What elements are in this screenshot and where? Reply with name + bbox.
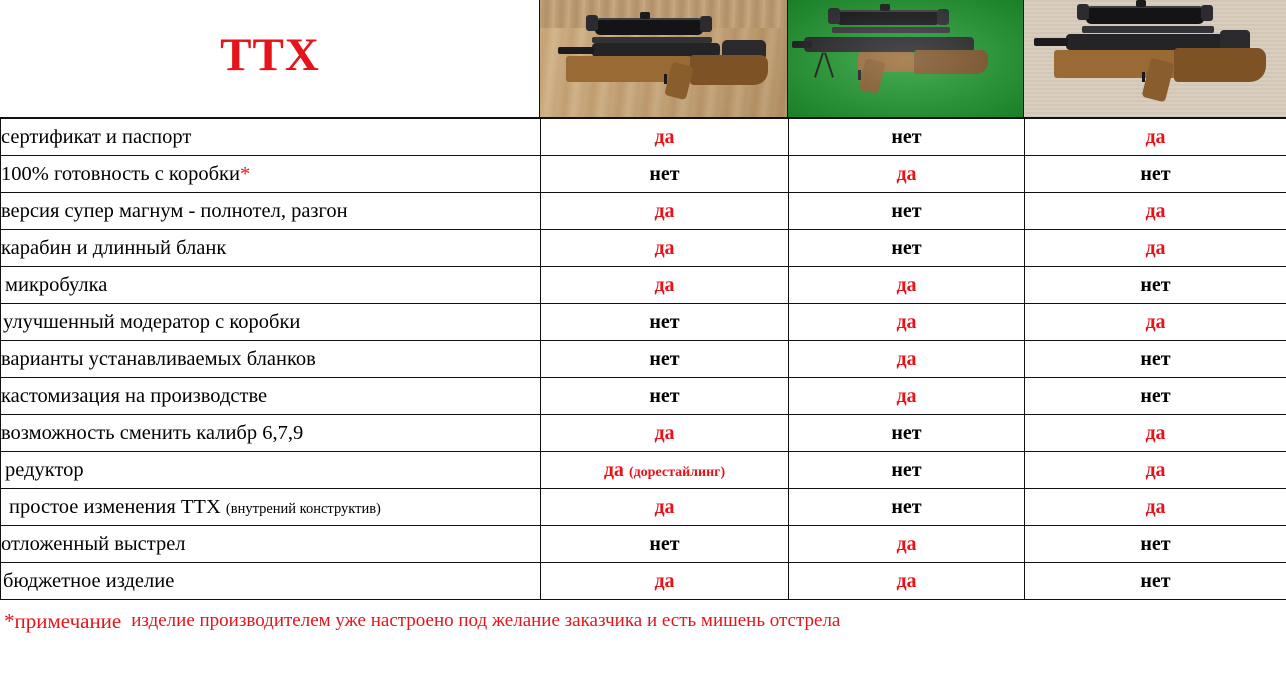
table-row bbox=[1, 526, 1286, 563]
cell-product-3 bbox=[1025, 378, 1286, 415]
cell-value: нет bbox=[891, 199, 922, 222]
cell-product-2 bbox=[789, 156, 1025, 193]
cell-product-2 bbox=[789, 341, 1025, 378]
rifle-photo-2 bbox=[788, 0, 1024, 118]
table-row bbox=[1, 156, 1286, 193]
scope-icon bbox=[1086, 6, 1204, 24]
cell-value: да bbox=[603, 458, 624, 481]
photo-cell-2 bbox=[788, 0, 1024, 118]
row-label bbox=[1, 341, 541, 378]
cell-value: нет bbox=[891, 495, 922, 518]
cell-product-3 bbox=[1025, 267, 1286, 304]
cell-value: нет bbox=[1140, 532, 1171, 555]
cell-value: нет bbox=[1140, 569, 1171, 592]
rifle-illustration-1 bbox=[540, 0, 788, 118]
cell-product-1 bbox=[541, 230, 789, 267]
cell-value: да bbox=[654, 199, 675, 222]
cell-product-1 bbox=[541, 526, 789, 563]
cell-value: да bbox=[654, 236, 675, 259]
row-label-text: кастомизация на производстве bbox=[1, 384, 268, 407]
trigger-icon bbox=[858, 70, 861, 80]
sheet-header bbox=[0, 0, 1286, 118]
table-row bbox=[1, 489, 1286, 526]
row-label-text: 100% готовность с коробки bbox=[1, 162, 240, 185]
cell-product-3 bbox=[1025, 489, 1286, 526]
cell-value: нет bbox=[1140, 162, 1171, 185]
buttstock-icon bbox=[690, 55, 768, 85]
cell-value: да bbox=[654, 421, 675, 444]
cell-product-1 bbox=[541, 378, 789, 415]
cell-value: да bbox=[1145, 421, 1166, 444]
scope-knob-icon bbox=[640, 12, 650, 19]
cell-product-2 bbox=[789, 452, 1025, 489]
row-label-text: отложенный выстрел bbox=[1, 532, 186, 555]
row-label bbox=[1, 267, 541, 304]
cell-product-2 bbox=[789, 526, 1025, 563]
cell-product-3 bbox=[1025, 563, 1286, 600]
cell-product-2 bbox=[789, 230, 1025, 267]
row-label bbox=[1, 304, 541, 341]
cell-product-3 bbox=[1025, 452, 1286, 489]
cell-product-1 bbox=[541, 341, 789, 378]
table-row bbox=[1, 341, 1286, 378]
footnote-text: изделие производителем уже настроено под желание заказчика и есть мишень отстрела bbox=[131, 610, 841, 631]
header-bottom-rule bbox=[0, 117, 1286, 118]
cell-value: да bbox=[654, 273, 675, 296]
row-label-text: микробулка bbox=[5, 273, 108, 296]
cell-value: да bbox=[896, 384, 917, 407]
cell-value: нет bbox=[649, 532, 680, 555]
buttstock-icon bbox=[914, 50, 988, 74]
cell-product-3 bbox=[1025, 193, 1286, 230]
row-label bbox=[1, 156, 541, 193]
row-label bbox=[1, 563, 541, 600]
row-label-text: улучшенный модератор с коробки bbox=[3, 310, 301, 333]
cell-value: да bbox=[654, 495, 675, 518]
footnote-label: *примечание bbox=[4, 608, 122, 633]
barrel-icon bbox=[1034, 38, 1068, 46]
cell-value: да bbox=[896, 569, 917, 592]
cell-value-note: (дорестайлинг) bbox=[628, 464, 726, 480]
scope-eyepiece-icon bbox=[937, 9, 949, 25]
cell-product-2 bbox=[789, 415, 1025, 452]
bipod-leg-icon bbox=[824, 52, 834, 77]
header-divider-2 bbox=[787, 0, 788, 118]
cell-product-3 bbox=[1025, 230, 1286, 267]
cell-product-2 bbox=[789, 193, 1025, 230]
cell-product-2 bbox=[789, 489, 1025, 526]
cell-product-1 bbox=[541, 267, 789, 304]
scope-eyepiece-icon bbox=[1201, 5, 1213, 21]
cell-product-2 bbox=[789, 378, 1025, 415]
cell-product-1 bbox=[541, 452, 789, 489]
cell-value: да bbox=[896, 347, 917, 370]
cell-product-1 bbox=[541, 156, 789, 193]
rail-icon bbox=[1082, 26, 1214, 33]
row-label-text: сертификат и паспорт bbox=[1, 125, 192, 148]
cell-product-3 bbox=[1025, 341, 1286, 378]
row-label-text: редуктор bbox=[5, 458, 84, 481]
cell-value: да bbox=[1145, 199, 1166, 222]
cell-product-3 bbox=[1025, 304, 1286, 341]
cell-value: да bbox=[1145, 236, 1166, 259]
row-label bbox=[1, 378, 541, 415]
trigger-icon bbox=[664, 74, 667, 84]
bipod-leg-icon bbox=[814, 52, 824, 77]
air-tube-icon bbox=[804, 37, 974, 52]
header-divider-3 bbox=[1023, 0, 1024, 118]
title-cell bbox=[0, 0, 540, 118]
row-label bbox=[1, 526, 541, 563]
row-label-text: простое изменения ТТХ bbox=[9, 495, 221, 518]
cell-product-3 bbox=[1025, 526, 1286, 563]
cell-product-2 bbox=[789, 119, 1025, 156]
cell-value: да bbox=[1145, 310, 1166, 333]
rifle-illustration-3 bbox=[1024, 0, 1286, 118]
rifle-photo-3 bbox=[1024, 0, 1286, 118]
rail-icon bbox=[832, 27, 950, 33]
grip-icon bbox=[858, 58, 885, 94]
table-row bbox=[1, 563, 1286, 600]
cell-value: нет bbox=[1140, 347, 1171, 370]
cell-value: нет bbox=[891, 458, 922, 481]
cell-product-1 bbox=[541, 304, 789, 341]
row-label-subtext: (внутрений конструктив) bbox=[225, 500, 381, 517]
rifle-photo-1 bbox=[540, 0, 788, 118]
cell-value: нет bbox=[891, 421, 922, 444]
table-row bbox=[1, 193, 1286, 230]
rifle-illustration-2 bbox=[788, 0, 1024, 118]
table-row bbox=[1, 378, 1286, 415]
cell-value: нет bbox=[649, 162, 680, 185]
cell-value: да bbox=[1145, 458, 1166, 481]
cell-value: да bbox=[654, 569, 675, 592]
scope-lens-icon bbox=[586, 15, 598, 31]
footnote-marker: * bbox=[239, 162, 251, 185]
row-label bbox=[1, 415, 541, 452]
ttx-comparison-table bbox=[0, 118, 1286, 600]
scope-icon bbox=[595, 18, 703, 35]
cell-value: да bbox=[654, 125, 675, 148]
page-title: ТТХ bbox=[220, 29, 320, 81]
scope-knob-icon bbox=[880, 4, 890, 11]
cell-product-2 bbox=[789, 267, 1025, 304]
row-label bbox=[1, 193, 541, 230]
buttstock-icon bbox=[1174, 48, 1266, 82]
cell-value: да bbox=[1145, 495, 1166, 518]
cell-product-1 bbox=[541, 119, 789, 156]
scope-lens-icon bbox=[828, 8, 840, 24]
cell-value: да bbox=[896, 162, 917, 185]
row-label bbox=[1, 489, 541, 526]
cell-value: нет bbox=[1140, 384, 1171, 407]
table-row bbox=[1, 415, 1286, 452]
cell-value: нет bbox=[891, 125, 922, 148]
barrel-icon bbox=[792, 41, 812, 48]
cell-product-2 bbox=[789, 304, 1025, 341]
cell-value: нет bbox=[649, 347, 680, 370]
cell-product-1 bbox=[541, 193, 789, 230]
cell-product-3 bbox=[1025, 119, 1286, 156]
row-label bbox=[1, 452, 541, 489]
scope-eyepiece-icon bbox=[700, 16, 712, 32]
cell-value: нет bbox=[1140, 273, 1171, 296]
row-label bbox=[1, 119, 541, 156]
footnote bbox=[0, 600, 1286, 642]
table-row bbox=[1, 267, 1286, 304]
table-row bbox=[1, 304, 1286, 341]
row-label-text: возможность сменить калибр 6,7,9 bbox=[1, 421, 304, 444]
scope-lens-icon bbox=[1077, 4, 1089, 20]
cell-product-1 bbox=[541, 415, 789, 452]
cell-value: да bbox=[896, 532, 917, 555]
table-row bbox=[1, 452, 1286, 489]
cell-value: нет bbox=[649, 310, 680, 333]
cell-value: да bbox=[896, 273, 917, 296]
cell-product-1 bbox=[541, 563, 789, 600]
cell-product-3 bbox=[1025, 156, 1286, 193]
photo-cell-1 bbox=[540, 0, 788, 118]
row-label-text: варианты устанавливаемых бланков bbox=[1, 347, 316, 370]
row-label-text: карабин и длинный бланк bbox=[1, 236, 227, 259]
cell-product-1 bbox=[541, 489, 789, 526]
cell-value: нет bbox=[649, 384, 680, 407]
scope-icon bbox=[836, 10, 940, 25]
table-row bbox=[1, 119, 1286, 156]
trigger-icon bbox=[1142, 72, 1145, 82]
stock-icon bbox=[858, 52, 918, 72]
row-label-text: версия супер магнум - полнотел, разгон bbox=[1, 199, 348, 222]
cell-value: да bbox=[1145, 125, 1166, 148]
cell-value: да bbox=[896, 310, 917, 333]
row-label bbox=[1, 230, 541, 267]
table-row bbox=[1, 230, 1286, 267]
cell-value: нет bbox=[891, 236, 922, 259]
scope-knob-icon bbox=[1136, 0, 1146, 7]
photo-cell-3 bbox=[1024, 0, 1286, 118]
cell-product-2 bbox=[789, 563, 1025, 600]
row-label-text: бюджетное изделие bbox=[3, 569, 175, 592]
cell-product-3 bbox=[1025, 415, 1286, 452]
header-divider-1 bbox=[539, 0, 540, 118]
barrel-icon bbox=[558, 47, 594, 54]
